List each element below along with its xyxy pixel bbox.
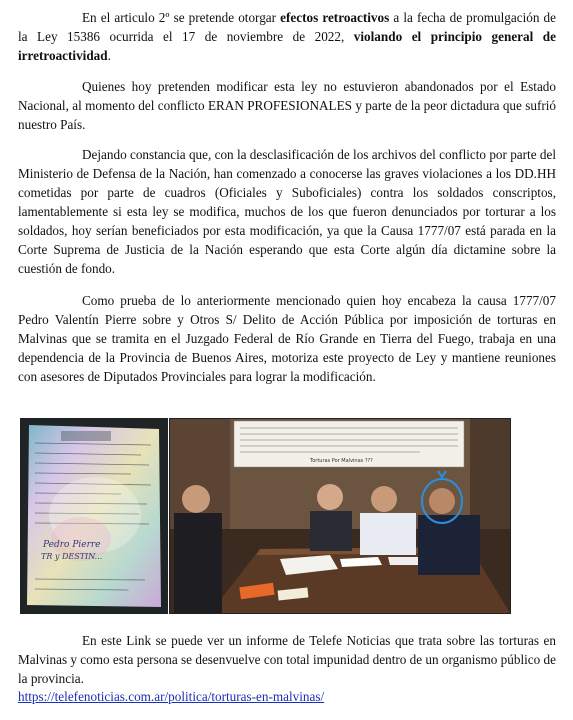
paragraph-professionals xyxy=(18,77,556,134)
paragraph-declassification xyxy=(18,145,556,278)
document-photo xyxy=(20,418,168,614)
paragraph-link-intro xyxy=(18,631,556,688)
bold-text: violando el principio general de irretroactividad xyxy=(18,29,556,63)
paragraph-text: Como prueba de lo anteriormente mencionado quien hoy encabeza la causa 1777/07 Pedro Valentín Pierre sobre y Otros S/ Delito de Acción Pública por imposición de torturas en Malvinas que se tramita en el Juzgado Federal de Río Grande en Tierra del Fuego, trabaja en una dependencia de la Provincia de Buenos Aires, motoriza este proyecto de Ley y mantiene reuniones con asesores de Diputados Provinciales para lograr la modificación. xyxy=(18,293,556,384)
meeting-photo-image xyxy=(170,419,510,613)
paragraph-text: En este Link se puede ver un informe de Telefe Noticias que trata sobre las torturas en Malvinas y como esta persona se desenvuelve con total impunidad dentro de un organismo público de la provincia. xyxy=(18,633,556,686)
handwritten-line: Pedro Pierre xyxy=(43,540,101,550)
paragraph-text: a la fecha de promulgación de la Ley 15386 ocurrida el 17 de noviembre de 2022, xyxy=(18,10,556,44)
paragraph-text: Dejando constancia que, con la desclasificación de los archivos del conflicto por parte del Ministerio de Defensa de la Nación, han comenzado a conocerse las graves violaciones a los DD.HH cometidas por parte de cuadros (Oficiales y Suboficiales) contra los soldados conscriptos, lamentablemente si esta ley se modifica, muchos de los que fueron denunciados por torturar a los soldados, hoy serían beneficiados por esta modificación, ya que la Causa 1777/07 está parada en la Corte Suprema de Justicia de la Nación esperando que esta Corte algún día dictamine sobre la cuestión de fondo. xyxy=(18,147,556,276)
handwritten-line: TR y DESTIN... xyxy=(41,552,103,561)
telefe-link[interactable]: https://telefenoticias.com.ar/politica/torturas-en-malvinas/ xyxy=(18,689,325,704)
bold-text: efectos retroactivos xyxy=(280,10,390,25)
paragraph-text: En el articulo 2º se pretende otorgar xyxy=(82,10,281,25)
paragraph-text: . xyxy=(107,48,111,63)
paragraph-evidence xyxy=(18,291,556,386)
paragraph-text: Quienes hoy pretenden modificar esta ley no estuvieron abandonados por el Estado Nacional, al momento del conflicto ERAN PROFESIONALES y parte de la peor dictadura que sufrió nuestro País. xyxy=(18,79,556,132)
sign-text: Torturas Por Malvinas ??? xyxy=(310,458,373,464)
meeting-photo xyxy=(169,418,511,614)
document-photo-image xyxy=(21,419,167,613)
paragraph-retroactive xyxy=(18,8,556,65)
